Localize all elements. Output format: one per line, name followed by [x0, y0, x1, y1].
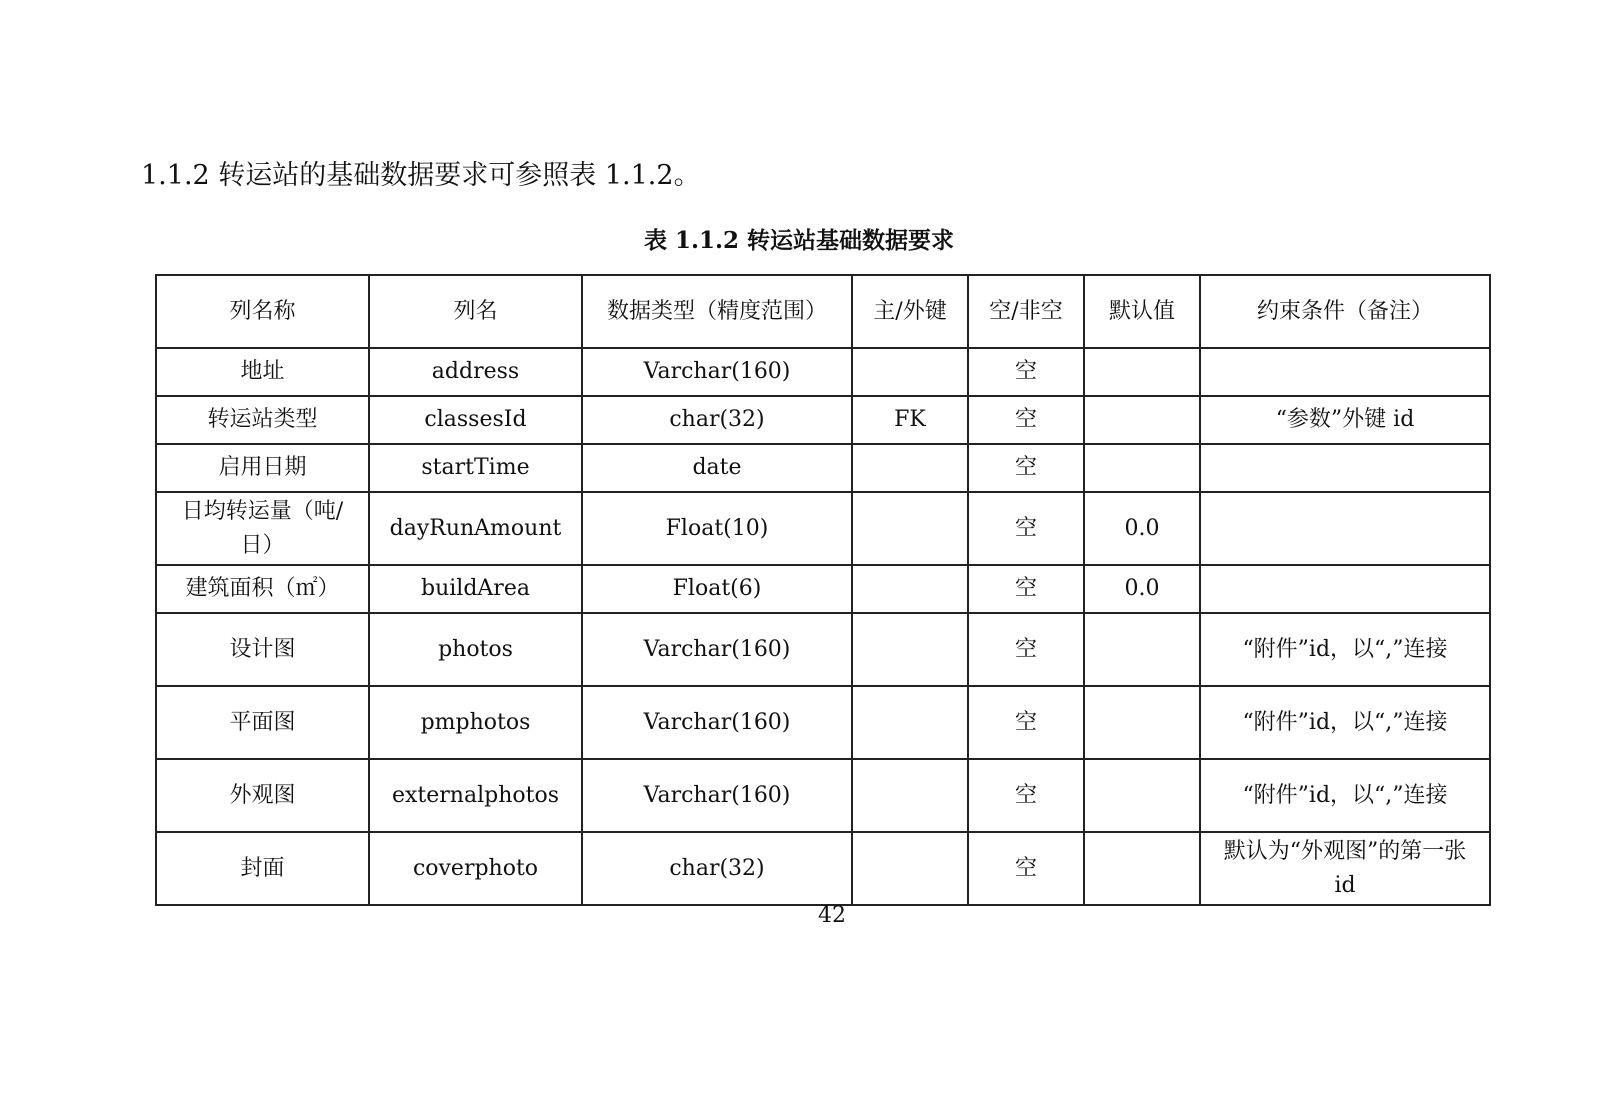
table-cell: buildArea: [369, 565, 582, 613]
table-cell: char(32): [582, 832, 852, 905]
table-cell: dayRunAmount: [369, 492, 582, 565]
table-cell: 建筑面积（㎡）: [156, 565, 369, 613]
table-cell: 日均转运量（吨/日）: [156, 492, 369, 565]
table-row: [156, 832, 1490, 905]
table-row: [156, 686, 1490, 759]
table-cell: Varchar(160): [582, 613, 852, 686]
table-cell: “附件”id，以“,”连接: [1200, 759, 1490, 832]
table-cell: “附件”id，以“,”连接: [1200, 686, 1490, 759]
table-cell: 空: [968, 759, 1084, 832]
table-cell: [1200, 348, 1490, 396]
table-cell: [1084, 444, 1200, 492]
table-cell: [852, 759, 968, 832]
table-cell: 空: [968, 348, 1084, 396]
table-cell: 空: [968, 444, 1084, 492]
data-table: [155, 274, 1491, 906]
table-cell: 设计图: [156, 613, 369, 686]
table-cell: [1084, 759, 1200, 832]
table-cell: coverphoto: [369, 832, 582, 905]
table-cell: [1084, 396, 1200, 444]
table-cell: 外观图: [156, 759, 369, 832]
table-cell: 空: [968, 492, 1084, 565]
table-row: [156, 613, 1490, 686]
header-cell: 主/外键: [852, 275, 968, 348]
table-cell: Float(6): [582, 565, 852, 613]
table-cell: char(32): [582, 396, 852, 444]
table-cell: [1200, 565, 1490, 613]
table-cell: pmphotos: [369, 686, 582, 759]
table-cell: 空: [968, 832, 1084, 905]
page-number: 42: [818, 903, 846, 928]
table-cell: [852, 686, 968, 759]
table-row: [156, 565, 1490, 613]
table-cell: [1084, 613, 1200, 686]
table-cell: Varchar(160): [582, 686, 852, 759]
table-cell: [852, 348, 968, 396]
table-cell: 0.0: [1084, 565, 1200, 613]
table-caption: 表 1.1.2 转运站基础数据要求: [643, 227, 955, 254]
table-cell: Varchar(160): [582, 759, 852, 832]
table-row: [156, 444, 1490, 492]
table-cell: [1084, 686, 1200, 759]
header-row: [156, 275, 1490, 348]
table-cell: address: [369, 348, 582, 396]
table-cell: [852, 832, 968, 905]
table-cell: [852, 444, 968, 492]
table-cell: “附件”id，以“,”连接: [1200, 613, 1490, 686]
table-cell: startTime: [369, 444, 582, 492]
table-cell: Float(10): [582, 492, 852, 565]
table-cell: [1084, 832, 1200, 905]
table-cell: externalphotos: [369, 759, 582, 832]
table-cell: [852, 613, 968, 686]
table-cell: [1084, 348, 1200, 396]
table-cell: Varchar(160): [582, 348, 852, 396]
table-cell: 启用日期: [156, 444, 369, 492]
table-cell: 转运站类型: [156, 396, 369, 444]
table-cell: 空: [968, 613, 1084, 686]
table-cell: 空: [968, 396, 1084, 444]
table-cell: [1200, 444, 1490, 492]
header-cell: 数据类型（精度范围）: [582, 275, 852, 348]
table-cell: 平面图: [156, 686, 369, 759]
table-cell: classesId: [369, 396, 582, 444]
table-row: [156, 492, 1490, 565]
table-cell: 空: [968, 565, 1084, 613]
table-cell: “参数”外键 id: [1200, 396, 1490, 444]
table-cell: 默认为“外观图”的第一张 id: [1200, 832, 1490, 905]
header-cell: 列名称: [156, 275, 369, 348]
header-cell: 默认值: [1084, 275, 1200, 348]
table-cell: [852, 565, 968, 613]
header-cell: 约束条件（备注）: [1200, 275, 1490, 348]
table-cell: 封面: [156, 832, 369, 905]
table-cell: photos: [369, 613, 582, 686]
header-cell: 空/非空: [968, 275, 1084, 348]
table-cell: [1200, 492, 1490, 565]
section-heading: 1.1.2 转运站的基础数据要求可参照表 1.1.2。: [141, 160, 701, 191]
table-cell: date: [582, 444, 852, 492]
table-row: [156, 396, 1490, 444]
table-cell: 空: [968, 686, 1084, 759]
table-row: [156, 759, 1490, 832]
table-row: [156, 348, 1490, 396]
table-cell: 0.0: [1084, 492, 1200, 565]
table-cell: [852, 492, 968, 565]
table-cell: FK: [852, 396, 968, 444]
header-cell: 列名: [369, 275, 582, 348]
table-cell: 地址: [156, 348, 369, 396]
